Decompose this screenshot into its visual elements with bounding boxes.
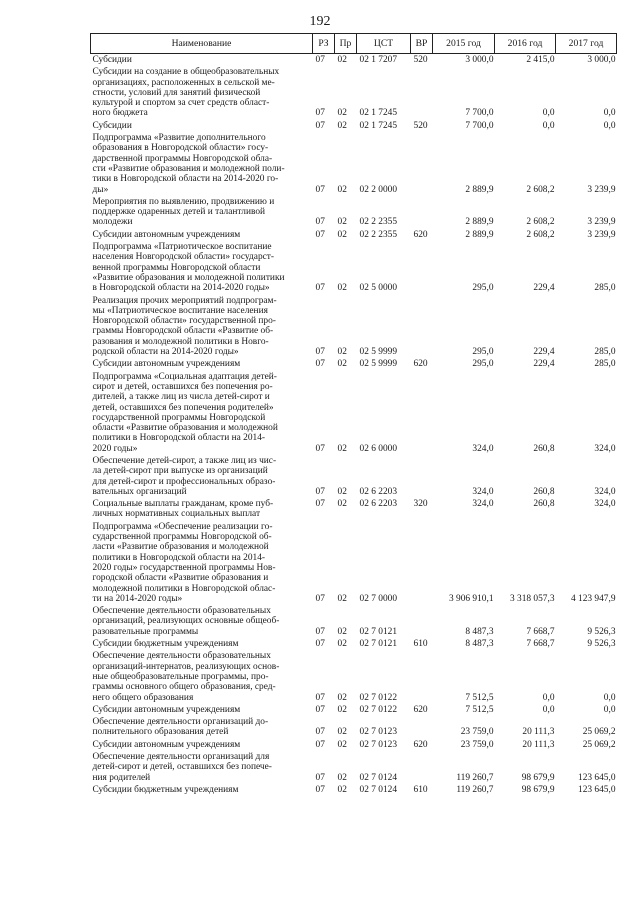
cell-rz: 07 xyxy=(315,347,325,358)
cell-2015: 23 759,0 xyxy=(460,727,494,738)
cell-cst: 02 5 0000 xyxy=(359,283,397,294)
cell-vr xyxy=(411,66,433,119)
cell-cst: 02 7 0123 xyxy=(359,727,397,738)
cell-2017: 3 239,9 xyxy=(587,217,616,228)
cell-vr xyxy=(411,716,433,739)
cell-2016: 0,0 xyxy=(542,108,555,119)
table-row xyxy=(91,66,617,119)
cell-2016: 260,8 xyxy=(533,443,555,454)
cell-cst: 02 7 0122 xyxy=(359,704,397,715)
cell-2017: 285,0 xyxy=(594,347,616,358)
cell-2017: 9 526,3 xyxy=(587,639,616,650)
cell-vr: 620 xyxy=(413,229,428,240)
name-line: для детей-сирот и профессиональных образо- xyxy=(92,476,276,487)
name-line: Субсидии автономным учреждениям xyxy=(92,739,241,750)
name-line: «Развитие образования и молодежной политики xyxy=(92,272,285,283)
cell-pr: 02 xyxy=(337,639,347,650)
name-line: граммы основного общего образования, сред- xyxy=(92,682,276,693)
cell-vr xyxy=(411,371,433,455)
cell-2017: 9 526,3 xyxy=(587,626,616,637)
cell-name xyxy=(91,716,313,739)
cell-pr: 02 xyxy=(337,499,347,510)
name-line: полнительного образования детей xyxy=(92,727,229,738)
cell-pr: 02 xyxy=(337,626,347,637)
name-line: поддержке одаренных детей и талантливой xyxy=(92,207,266,218)
cell-name xyxy=(91,751,313,784)
cell-2016: 2 608,2 xyxy=(526,217,555,228)
cell-rz: 07 xyxy=(315,184,325,195)
name-line: политики в Новгородской области на 2014- xyxy=(92,433,265,444)
table-row xyxy=(91,196,617,229)
name-line: Реализация прочих мероприятий подпрограм- xyxy=(92,295,277,306)
cell-2017: 324,0 xyxy=(594,499,616,510)
cell-pr: 02 xyxy=(337,229,347,240)
cell-name xyxy=(91,241,313,294)
cell-2015: 3 000,0 xyxy=(465,55,494,65)
name-line: Субсидии на создание в общеобразовательных xyxy=(92,67,280,78)
name-line: Субсидии автономным учреждениям xyxy=(92,229,241,240)
name-line: Обеспечение деятельности организаций до- xyxy=(92,717,269,728)
name-line: культурой и спортом за счет средств област- xyxy=(92,98,270,109)
name-line: детей-сирот и детей, оставшихся без попече- xyxy=(92,762,272,773)
cell-2015: 7 700,0 xyxy=(465,120,494,131)
name-line: Подпрограмма «Развитие дополнительного xyxy=(92,133,266,144)
name-line: Обеспечение деятельности организаций для xyxy=(92,752,270,762)
name-line: Подпрограмма «Обеспечение реализации го- xyxy=(92,521,273,532)
cell-cst: 02 5 9999 xyxy=(359,359,397,370)
cell-name xyxy=(91,638,313,650)
cell-name xyxy=(91,295,313,359)
name-line: дарственной программы Новгородской обла- xyxy=(92,153,273,164)
cell-pr: 02 xyxy=(337,184,347,195)
table-row xyxy=(91,295,617,359)
cell-name xyxy=(91,455,313,498)
table-row xyxy=(91,229,617,241)
name-line: молодежи xyxy=(92,217,133,228)
table-row xyxy=(91,739,617,751)
name-line: ла детей-сирот при выпуске из организаций xyxy=(92,466,268,477)
cell-2015: 119 260,7 xyxy=(456,784,494,795)
cell-rz: 07 xyxy=(315,772,325,783)
cell-vr: 520 xyxy=(413,120,428,131)
name-line: организаций, реализующих основные общеоб- xyxy=(92,616,280,627)
cell-vr xyxy=(411,241,433,294)
name-line: стности, условий для занятий физической xyxy=(92,87,261,98)
cell-2015: 324,0 xyxy=(472,499,494,510)
name-line: личных нормативных социальных выплат xyxy=(92,509,261,520)
cell-2016: 7 668,7 xyxy=(526,626,555,637)
name-line: вательных организаций xyxy=(92,486,187,497)
cell-name xyxy=(91,132,313,196)
name-line: мы «Патриотическое воспитание населения xyxy=(92,305,268,316)
name-line: ния родителей xyxy=(92,772,151,783)
cell-name xyxy=(91,704,313,716)
cell-2016: 229,4 xyxy=(533,283,555,294)
header-2017: 2017 год xyxy=(556,34,617,54)
cell-cst: 02 2 2355 xyxy=(359,217,397,228)
cell-pr: 02 xyxy=(337,784,347,795)
cell-2015: 324,0 xyxy=(472,443,494,454)
name-line: Субсидии бюджетным учреждениям xyxy=(92,784,239,795)
cell-cst: 02 6 2203 xyxy=(359,499,397,510)
name-line: в Новгородской области на 2014-2020 годы» xyxy=(92,283,270,294)
name-line: Субсидии автономным учреждениям xyxy=(92,359,241,370)
name-line: Социальные выплаты гражданам, кроме пуб- xyxy=(92,499,274,510)
cell-2016: 98 679,9 xyxy=(521,772,555,783)
table-row xyxy=(91,638,617,650)
name-line: детей, оставшихся без попечения родителей» xyxy=(92,402,274,413)
cell-pr: 02 xyxy=(337,55,347,65)
cell-2015: 8 487,3 xyxy=(465,626,494,637)
cell-2017: 0,0 xyxy=(603,120,616,131)
cell-cst: 02 2 2355 xyxy=(359,229,397,240)
name-line: сирот и детей, оставшихся без попечения ро- xyxy=(92,381,273,392)
cell-2016: 260,8 xyxy=(533,499,555,510)
cell-pr: 02 xyxy=(337,593,347,604)
cell-2015: 23 759,0 xyxy=(460,739,494,750)
name-line: области «Развитие образования и молодежной xyxy=(92,423,278,434)
cell-cst: 02 7 0124 xyxy=(359,784,397,795)
cell-2016: 0,0 xyxy=(542,120,555,131)
cell-cst: 02 7 0121 xyxy=(359,626,397,637)
table-row xyxy=(91,455,617,498)
name-line: Мероприятия по выявлению, продвижению и xyxy=(92,196,275,207)
cell-rz: 07 xyxy=(315,443,325,454)
table-row xyxy=(91,716,617,739)
cell-name xyxy=(91,371,313,455)
cell-cst: 02 6 0000 xyxy=(359,443,397,454)
cell-2016: 229,4 xyxy=(533,347,555,358)
cell-2016: 20 111,3 xyxy=(522,727,555,738)
cell-rz: 07 xyxy=(315,593,325,604)
name-line: разования и молодежной политики в Новго- xyxy=(92,336,269,347)
cell-2015: 295,0 xyxy=(472,283,494,294)
cell-rz: 07 xyxy=(315,692,325,703)
cell-vr xyxy=(411,650,433,703)
cell-cst: 02 1 7245 xyxy=(359,120,397,131)
name-line: организаций-интернатов, реализующих основ- xyxy=(92,661,280,672)
name-line: граммы Новгородской области «Развитие об- xyxy=(92,326,274,337)
name-line: него общего образования xyxy=(92,692,194,703)
cell-cst: 02 5 9999 xyxy=(359,347,397,358)
cell-vr xyxy=(411,751,433,784)
name-line: ти на 2014-2020 годы» xyxy=(92,593,183,604)
name-line: образования в Новгородской области» госу- xyxy=(92,143,269,154)
table-row xyxy=(91,784,617,796)
cell-rz: 07 xyxy=(315,229,325,240)
cell-2017: 285,0 xyxy=(594,283,616,294)
cell-rz: 07 xyxy=(315,120,325,131)
cell-cst: 02 2 0000 xyxy=(359,184,397,195)
cell-2017: 25 069,2 xyxy=(582,739,616,750)
cell-vr: 520 xyxy=(413,55,428,65)
name-line: ды» xyxy=(92,184,109,195)
cell-pr: 02 xyxy=(337,283,347,294)
cell-pr: 02 xyxy=(337,772,347,783)
name-line: молодежной политики в Новгородской облас- xyxy=(92,583,276,594)
name-line: ные общеобразовательные программы, про- xyxy=(92,671,269,682)
cell-2015: 3 906 910,1 xyxy=(448,593,494,604)
cell-name xyxy=(91,54,313,67)
cell-vr xyxy=(411,132,433,196)
cell-cst: 02 6 2203 xyxy=(359,486,397,497)
cell-vr xyxy=(411,295,433,359)
cell-2016: 0,0 xyxy=(542,704,555,715)
cell-2016: 229,4 xyxy=(533,359,555,370)
cell-vr xyxy=(411,455,433,498)
cell-2015: 7 700,0 xyxy=(465,108,494,119)
cell-2017: 0,0 xyxy=(603,704,616,715)
cell-2016: 20 111,3 xyxy=(522,739,555,750)
cell-2016: 3 318 057,3 xyxy=(509,593,555,604)
cell-rz: 07 xyxy=(315,739,325,750)
cell-name xyxy=(91,196,313,229)
name-line: Обеспечение деятельности образовательных xyxy=(92,606,271,617)
cell-vr: 610 xyxy=(413,784,428,795)
name-line: Обеспечение деятельности образовательных xyxy=(92,651,271,662)
cell-name xyxy=(91,605,313,638)
cell-2015: 119 260,7 xyxy=(456,772,494,783)
table-row xyxy=(91,751,617,784)
cell-cst: 02 7 0121 xyxy=(359,639,397,650)
name-line: тики в Новгородской области на 2014-2020 го- xyxy=(92,174,279,185)
cell-pr: 02 xyxy=(337,704,347,715)
cell-rz: 07 xyxy=(315,704,325,715)
cell-name xyxy=(91,521,313,605)
name-line: Субсидии xyxy=(92,120,132,131)
name-line: государственной программы Новгородской xyxy=(92,412,266,423)
cell-2017: 0,0 xyxy=(603,108,616,119)
header-pr: Пр xyxy=(335,34,357,54)
name-line: Новгородской области» государственной про- xyxy=(92,316,276,327)
cell-2015: 2 889,9 xyxy=(465,229,494,240)
cell-pr: 02 xyxy=(337,217,347,228)
cell-pr: 02 xyxy=(337,486,347,497)
cell-2016: 7 668,7 xyxy=(526,639,555,650)
cell-2017: 285,0 xyxy=(594,359,616,370)
table-row xyxy=(91,120,617,132)
cell-vr: 620 xyxy=(413,704,428,715)
cell-vr xyxy=(411,521,433,605)
cell-name xyxy=(91,358,313,370)
cell-rz: 07 xyxy=(315,217,325,228)
cell-rz: 07 xyxy=(315,108,325,119)
name-line: родской области на 2014-2020 годы» xyxy=(92,347,239,358)
cell-vr xyxy=(411,605,433,638)
cell-2017: 123 645,0 xyxy=(578,784,616,795)
cell-rz: 07 xyxy=(315,55,325,65)
cell-2015: 295,0 xyxy=(472,359,494,370)
cell-pr: 02 xyxy=(337,120,347,131)
cell-2017: 123 645,0 xyxy=(578,772,616,783)
cell-2015: 2 889,9 xyxy=(465,217,494,228)
table-row xyxy=(91,371,617,455)
cell-2015: 2 889,9 xyxy=(465,184,494,195)
name-line: сударственной программы Новгородской об- xyxy=(92,532,272,543)
table-header xyxy=(91,34,617,54)
name-line: венной программы Новгородской области xyxy=(92,262,261,273)
cell-2016: 2 415,0 xyxy=(526,55,555,65)
cell-2016: 98 679,9 xyxy=(521,784,555,795)
cell-2017: 3 000,0 xyxy=(587,55,616,65)
cell-vr xyxy=(411,196,433,229)
cell-rz: 07 xyxy=(315,727,325,738)
name-line: 2020 годы» государственной программы Нов- xyxy=(92,562,276,573)
cell-cst: 02 7 0123 xyxy=(359,739,397,750)
table-row xyxy=(91,704,617,716)
cell-cst: 02 7 0124 xyxy=(359,772,397,783)
cell-2015: 8 487,3 xyxy=(465,639,494,650)
cell-2015: 7 512,5 xyxy=(465,692,494,703)
name-line: сти «Развитие образования и молодежной поли- xyxy=(92,163,285,174)
cell-2015: 295,0 xyxy=(472,347,494,358)
cell-2017: 4 123 947,9 xyxy=(570,593,616,604)
cell-rz: 07 xyxy=(315,359,325,370)
table-row xyxy=(91,54,617,67)
table-row xyxy=(91,358,617,370)
cell-2017: 324,0 xyxy=(594,443,616,454)
cell-name xyxy=(91,739,313,751)
cell-2016: 0,0 xyxy=(542,692,555,703)
table-row xyxy=(91,650,617,703)
cell-pr: 02 xyxy=(337,359,347,370)
name-line: ласти «Развитие образования и молодежной xyxy=(92,542,269,553)
name-line: населения Новгородской области» государст- xyxy=(92,252,275,263)
cell-pr: 02 xyxy=(337,739,347,750)
cell-2017: 3 239,9 xyxy=(587,184,616,195)
name-line: организациях, расположенных в сельской ме- xyxy=(92,77,275,88)
name-line: разовательные программы xyxy=(92,626,199,637)
cell-name xyxy=(91,498,313,521)
cell-vr: 320 xyxy=(413,499,428,510)
name-line: Субсидии бюджетным учреждениям xyxy=(92,639,239,650)
name-line: Обеспечение детей-сирот, а также лиц из чис- xyxy=(92,455,277,466)
table-row xyxy=(91,132,617,196)
cell-vr: 610 xyxy=(413,639,428,650)
cell-2016: 2 608,2 xyxy=(526,229,555,240)
name-line: ного бюджета xyxy=(92,108,148,119)
cell-2015: 7 512,5 xyxy=(465,704,494,715)
budget-table xyxy=(90,33,617,796)
cell-name xyxy=(91,120,313,132)
cell-rz: 07 xyxy=(315,283,325,294)
header-rz: РЗ xyxy=(313,34,335,54)
cell-cst: 02 1 7245 xyxy=(359,108,397,119)
cell-2016: 2 608,2 xyxy=(526,184,555,195)
name-line: 2020 годы» xyxy=(92,443,138,454)
cell-rz: 07 xyxy=(315,499,325,510)
cell-2017: 3 239,9 xyxy=(587,229,616,240)
cell-vr: 620 xyxy=(413,739,428,750)
cell-2017: 0,0 xyxy=(603,692,616,703)
table-row xyxy=(91,605,617,638)
cell-rz: 07 xyxy=(315,784,325,795)
cell-vr: 620 xyxy=(413,359,428,370)
name-line: Субсидии автономным учреждениям xyxy=(92,704,241,715)
header-2015: 2015 год xyxy=(433,34,495,54)
cell-2016: 260,8 xyxy=(533,486,555,497)
cell-cst: 02 1 7207 xyxy=(359,55,397,65)
cell-name xyxy=(91,650,313,703)
header-name: Наименование xyxy=(91,34,313,54)
cell-2015: 324,0 xyxy=(472,486,494,497)
cell-pr: 02 xyxy=(337,727,347,738)
cell-cst: 02 7 0000 xyxy=(359,593,397,604)
cell-pr: 02 xyxy=(337,443,347,454)
name-line: политики в Новгородской области на 2014- xyxy=(92,552,265,563)
cell-name xyxy=(91,229,313,241)
cell-name xyxy=(91,784,313,796)
cell-rz: 07 xyxy=(315,639,325,650)
cell-pr: 02 xyxy=(337,108,347,119)
header-vr: ВР xyxy=(411,34,433,54)
page-number: 192 xyxy=(309,14,331,29)
table-row xyxy=(91,521,617,605)
table-row xyxy=(91,498,617,521)
table-body xyxy=(91,54,617,797)
cell-rz: 07 xyxy=(315,486,325,497)
cell-rz: 07 xyxy=(315,626,325,637)
cell-cst: 02 7 0122 xyxy=(359,692,397,703)
cell-2017: 25 069,2 xyxy=(582,727,616,738)
name-line: Подпрограмма «Социальная адаптация детей- xyxy=(92,371,277,382)
cell-2017: 324,0 xyxy=(594,486,616,497)
cell-pr: 02 xyxy=(337,692,347,703)
cell-name xyxy=(91,66,313,119)
name-line: дителей, а также лиц из числа детей-сирот и xyxy=(92,392,270,403)
cell-pr: 02 xyxy=(337,347,347,358)
header-2016: 2016 год xyxy=(495,34,556,54)
header-cst: ЦСТ xyxy=(357,34,411,54)
name-line: Подпрограмма «Патриотическое воспитание xyxy=(92,242,272,253)
table-row xyxy=(91,241,617,294)
name-line: городской области «Развитие образования и xyxy=(92,573,269,584)
name-line: Субсидии xyxy=(92,55,132,65)
